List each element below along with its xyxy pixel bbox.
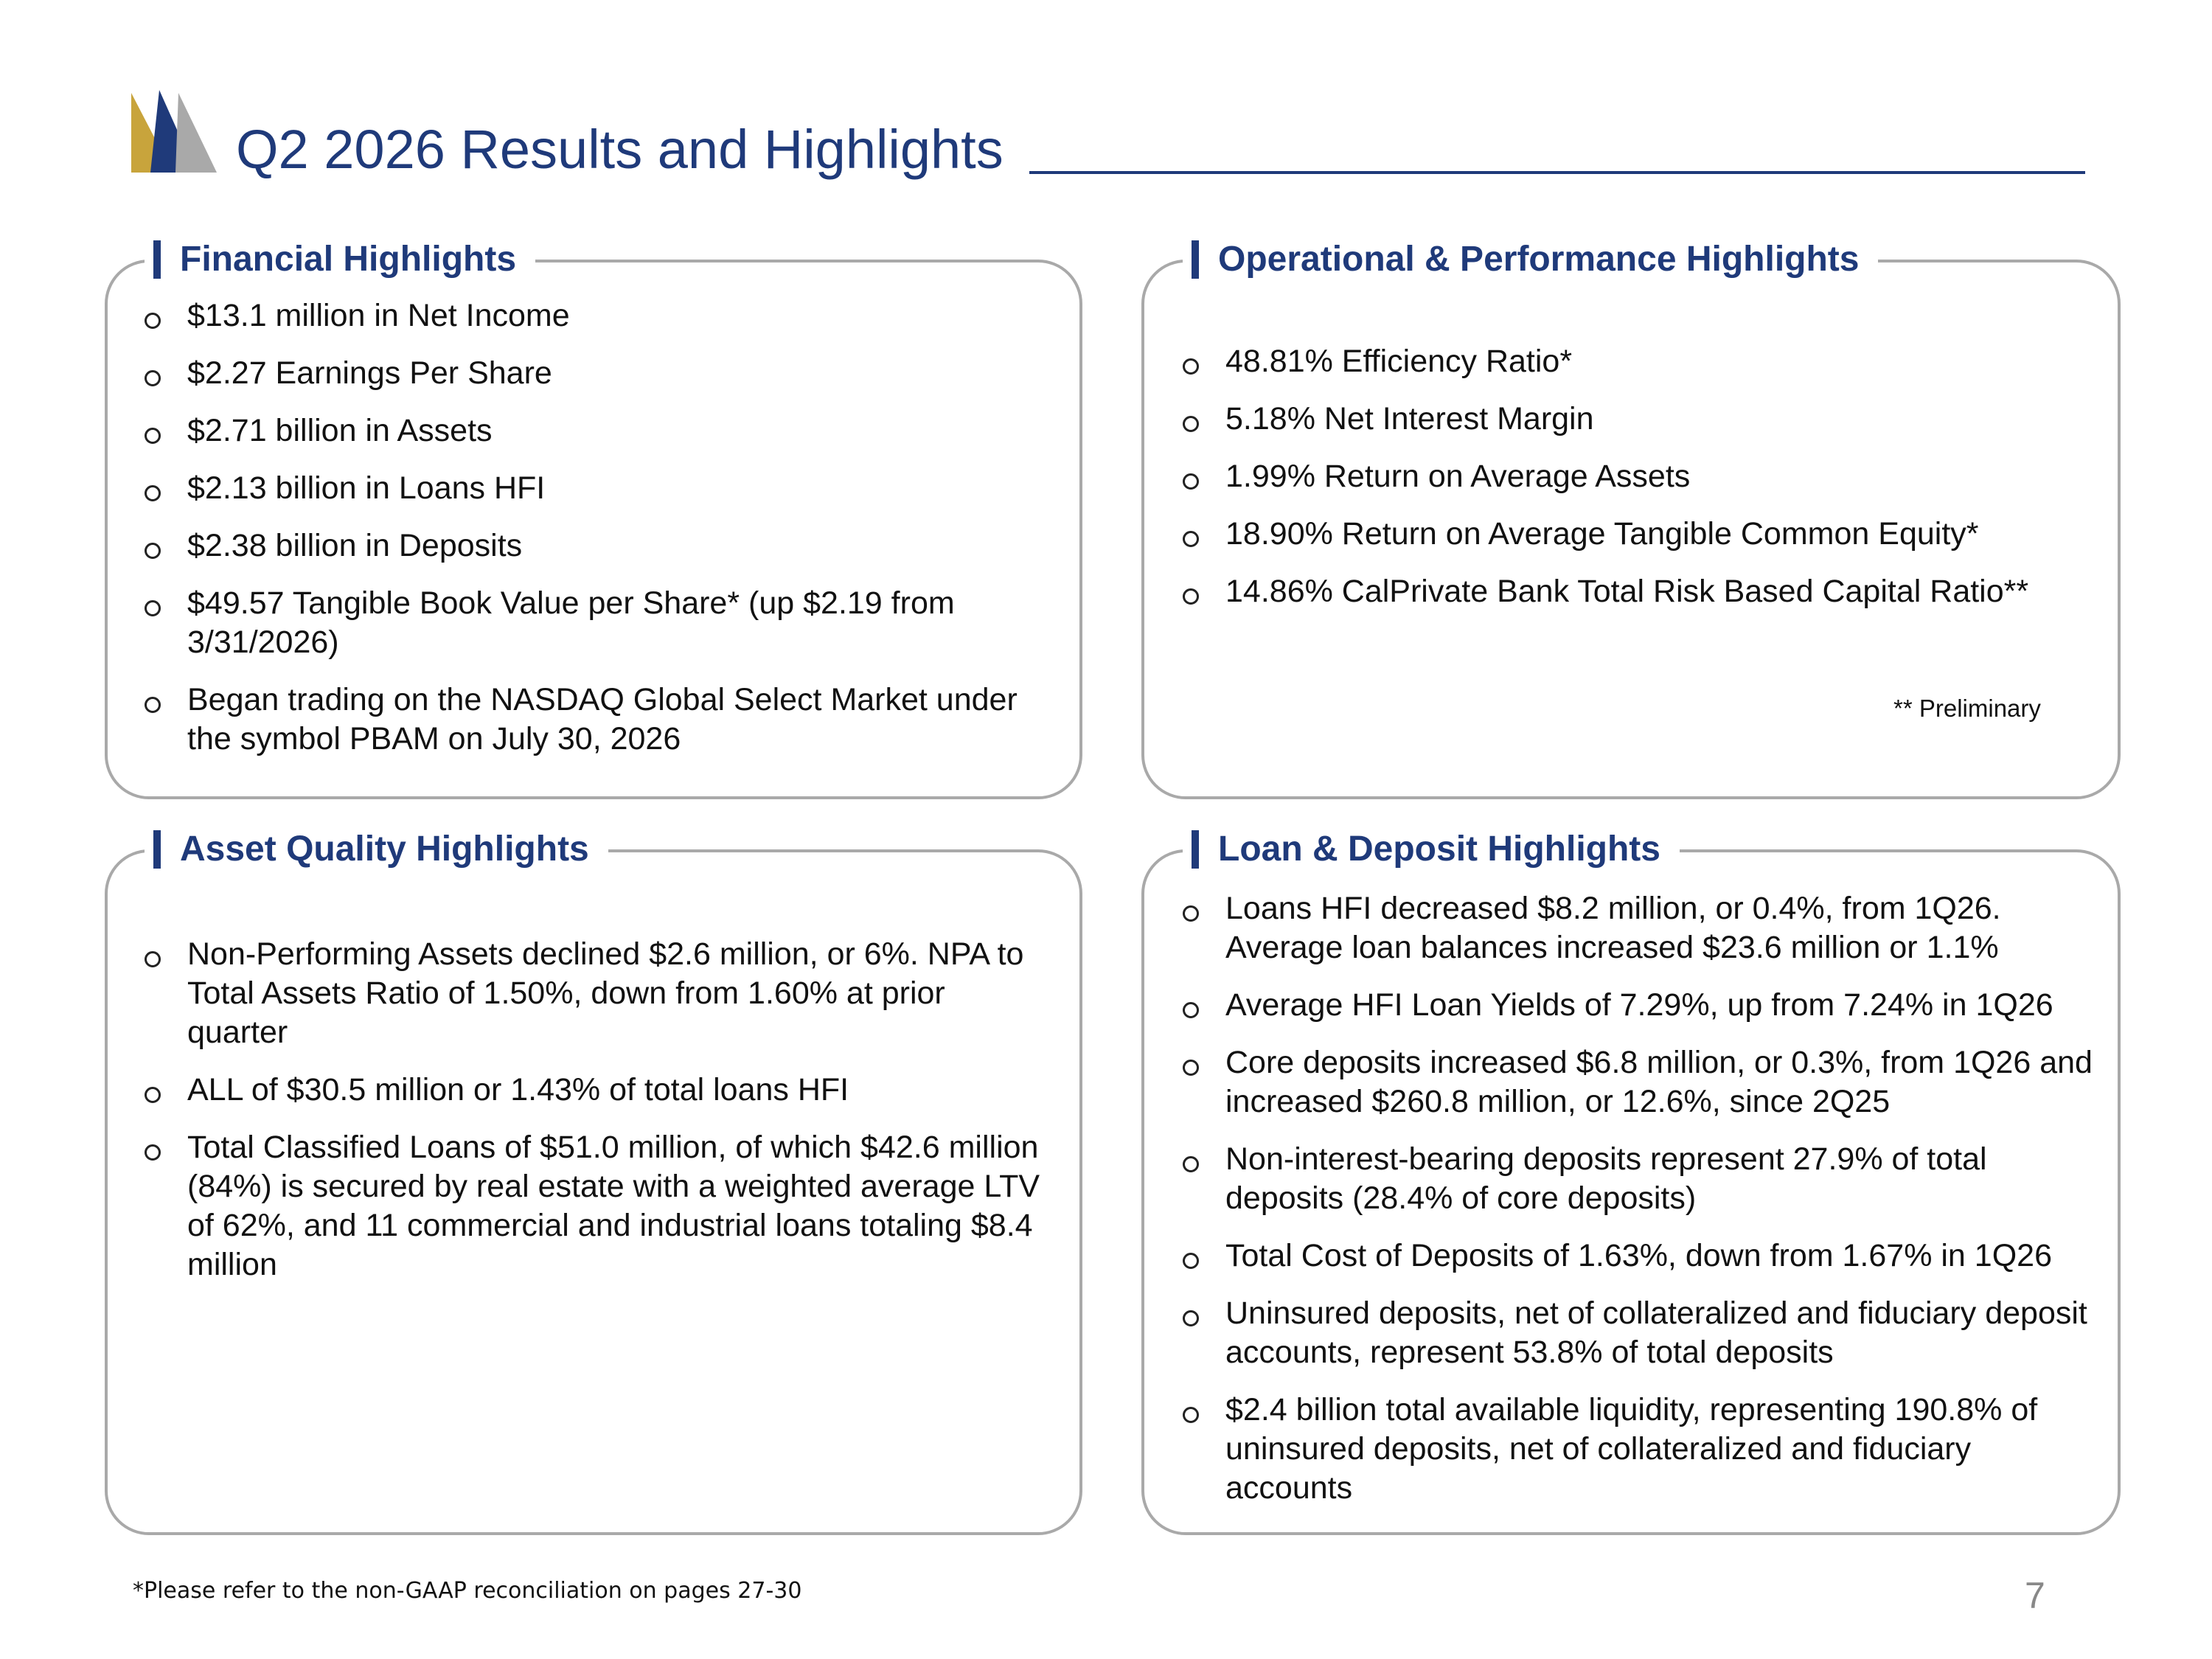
- list-item: Non-Performing Assets declined $2.6 million, or 6%. NPA to Total Assets Ratio of 1.50%, down from 1.60% at prior quarter: [145, 935, 1051, 1052]
- list-item: $2.71 billion in Assets: [145, 411, 1059, 451]
- page-title: Q2 2026 Results and Highlights: [236, 119, 1004, 180]
- list-item: 1.99% Return on Average Assets: [1183, 457, 2097, 496]
- list-item: 14.86% CalPrivate Bank Total Risk Based Capital Ratio**: [1183, 572, 2097, 611]
- loan-deposit-list: [1183, 889, 2097, 1508]
- preliminary-note: ** Preliminary: [1893, 695, 2041, 722]
- list-item: $49.57 Tangible Book Value per Share* (up $2.19 from 3/31/2026): [145, 584, 1059, 662]
- list-item: $2.13 billion in Loans HFI: [145, 469, 1059, 508]
- list-item: ALL of $30.5 million or 1.43% of total loans HFI: [145, 1071, 1051, 1110]
- financial-highlights-header: [145, 237, 535, 282]
- non-gaap-footnote: *Please refer to the non-GAAP reconciliation on pages 27-30: [133, 1578, 802, 1604]
- section-marker: [1192, 830, 1199, 869]
- financial-highlights-list: [145, 296, 1059, 759]
- list-item: Total Classified Loans of $51.0 million, of which $42.6 million (84%) is secured by real estate with a weighted average LTV of 62%, and 11 commercial and industrial loans totaling $8.4 million: [145, 1128, 1051, 1284]
- list-item: Non-interest-bearing deposits represent 27.9% of total deposits (28.4% of core deposits): [1183, 1140, 2097, 1218]
- list-item: Core deposits increased $6.8 million, or 0.3%, from 1Q26 and increased $260.8 million, or 12.6%, since 2Q25: [1183, 1043, 2097, 1121]
- list-item: $2.38 billion in Deposits: [145, 526, 1059, 566]
- list-item: Began trading on the NASDAQ Global Select Market under the symbol PBAM on July 30, 2026: [145, 681, 1059, 759]
- company-logo-icon: [131, 90, 217, 173]
- list-item: 18.90% Return on Average Tangible Common Equity*: [1183, 515, 2097, 554]
- asset-quality-list: [145, 935, 1051, 1284]
- list-item: Loans HFI decreased $8.2 million, or 0.4%, from 1Q26. Average loan balances increased $23.6 million or 1.1%: [1183, 889, 2097, 967]
- list-item: $2.27 Earnings Per Share: [145, 354, 1059, 393]
- loan-deposit-title: Loan & Deposit Highlights: [1218, 830, 1660, 869]
- page-number: 7: [2025, 1575, 2045, 1616]
- operational-highlights-title: Operational & Performance Highlights: [1218, 240, 1860, 279]
- list-item: 48.81% Efficiency Ratio*: [1183, 342, 2097, 381]
- list-item: Uninsured deposits, net of collateralized and fiduciary deposit accounts, represent 53.8% of total deposits: [1183, 1294, 2097, 1372]
- section-marker: [153, 830, 161, 869]
- asset-quality-title: Asset Quality Highlights: [180, 830, 589, 869]
- operational-highlights-header: [1183, 237, 1878, 282]
- asset-quality-header: [145, 827, 608, 872]
- financial-highlights-title: Financial Highlights: [180, 240, 517, 279]
- operational-highlights-list: [1183, 342, 2097, 611]
- list-item: Total Cost of Deposits of 1.63%, down from 1.67% in 1Q26: [1183, 1237, 2097, 1276]
- loan-deposit-header: [1183, 827, 1680, 872]
- section-marker: [1192, 240, 1199, 279]
- list-item: 5.18% Net Interest Margin: [1183, 400, 2097, 439]
- list-item: $13.1 million in Net Income: [145, 296, 1059, 335]
- list-item: $2.4 billion total available liquidity, representing 190.8% of uninsured deposits, net of collateralized and fiduciary accounts: [1183, 1391, 2097, 1508]
- title-underline: [1029, 171, 2085, 174]
- section-marker: [153, 240, 161, 279]
- list-item: Average HFI Loan Yields of 7.29%, up from 7.24% in 1Q26: [1183, 986, 2097, 1025]
